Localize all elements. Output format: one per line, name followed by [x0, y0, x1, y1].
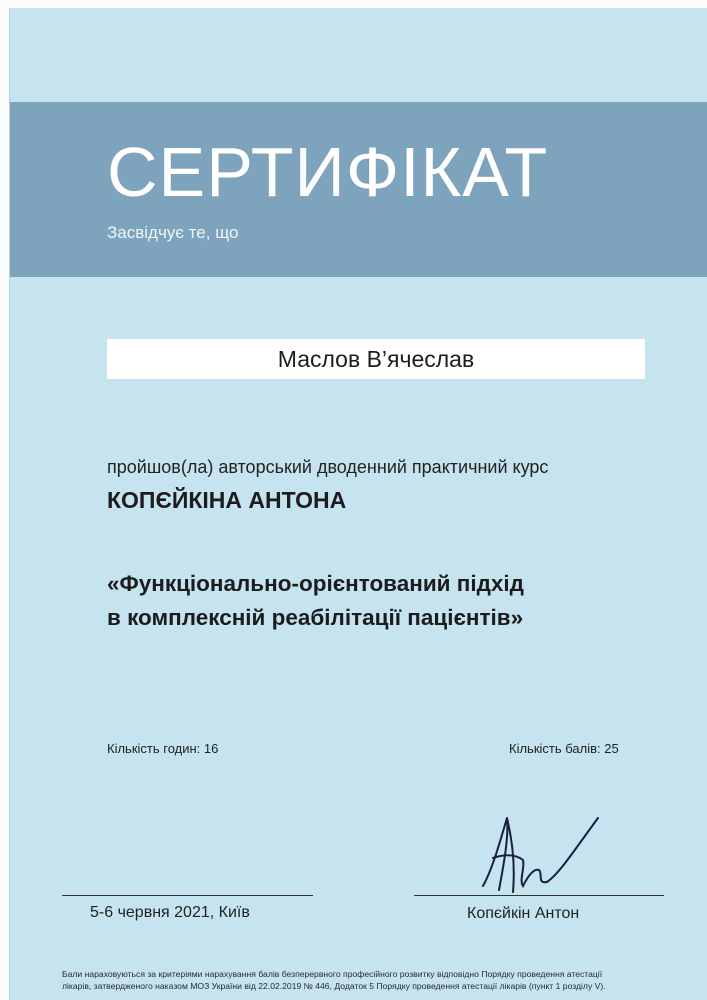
recipient-name: Маслов В’ячеслав — [277, 345, 475, 372]
course-author: КОПЄЙКІНА АНТОНА — [107, 487, 347, 513]
footnote-line-2: лікарів, затвердженого наказом МОЗ України від 22.02.2019 № 446, Додаток 5 Порядку проведення атестації лікарів (пункт 1 розділу V). — [62, 981, 606, 991]
course-title-line-2: в комплексній реабілітації пацієнтів» — [107, 605, 524, 630]
hours-count: Кількість годин: 16 — [107, 741, 219, 756]
certificate-subtitle: Засвідчує те, що — [107, 223, 239, 242]
course-title-line-1: «Функціонально-орієнтований підхід — [107, 571, 524, 596]
signature-icon — [463, 808, 603, 898]
recipient-name-box — [107, 339, 645, 379]
signer-name: Копєйкін Антон — [467, 905, 580, 922]
footnote — [62, 968, 702, 992]
certificate-title: СЕРТИФІКАТ — [107, 133, 549, 211]
course-intro: пройшов(ла) авторський дводенний практичний курс — [107, 457, 549, 477]
signature-underline — [414, 895, 664, 896]
date-place: 5-6 червня 2021, Київ — [90, 904, 250, 921]
date-underline — [62, 895, 313, 896]
points-count: Кількість балів: 25 — [509, 741, 619, 756]
certificate-sheet — [9, 8, 707, 1000]
footnote-line-1: Бали нараховуються за критеріями нарахування балів безперервного професійного розвитку відповідно Порядку проведення атестації — [62, 969, 603, 979]
course-title — [107, 567, 667, 635]
title-banner — [10, 102, 707, 277]
